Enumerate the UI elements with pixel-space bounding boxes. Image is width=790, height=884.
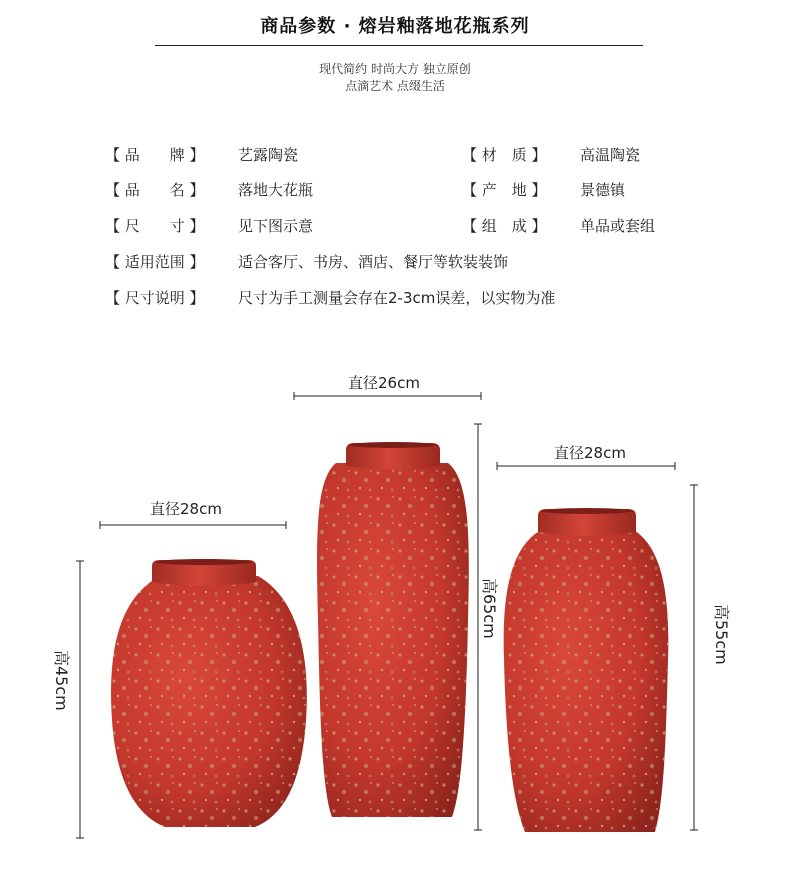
vase-right xyxy=(504,508,669,832)
spec-label-brand: 【 品 牌 】 xyxy=(105,146,205,164)
spec-value-brand: 艺露陶瓷 xyxy=(238,146,299,164)
vase-left xyxy=(111,559,307,827)
spec-label-material: 【 材 质 】 xyxy=(462,146,547,164)
spec-value-material: 高温陶瓷 xyxy=(580,146,641,164)
spec-value-usage: 适合客厅、书房、酒店、餐厅等软装装饰 xyxy=(238,253,509,271)
spec-label-note: 【 尺寸说明 】 xyxy=(105,289,205,307)
spec-value-name: 落地大花瓶 xyxy=(238,181,314,199)
middle-diameter-label: 直径26cm xyxy=(348,374,420,392)
left-height-label: 高45cm xyxy=(52,650,71,711)
spec-value-size: 见下图示意 xyxy=(238,217,314,235)
middle-height-label: 高65cm xyxy=(480,578,499,639)
subtitle-line-2: 点滴艺术 点缀生活 xyxy=(345,79,445,93)
right-diameter-label: 直径28cm xyxy=(554,444,626,462)
page-title: 商品参数 · 熔岩釉落地花瓶系列 xyxy=(260,16,530,37)
right-height-label: 高55cm xyxy=(712,604,731,665)
vase-middle xyxy=(317,442,469,817)
subtitle-line-1: 现代简约 时尚大方 独立原创 xyxy=(319,62,471,76)
spec-value-set: 单品或套组 xyxy=(580,217,656,235)
spec-value-origin: 景德镇 xyxy=(580,181,626,199)
spec-label-set: 【 组 成 】 xyxy=(462,217,547,235)
spec-label-name: 【 品 名 】 xyxy=(105,181,205,199)
spec-label-usage: 【 适用范围 】 xyxy=(105,253,205,271)
spec-label-size: 【 尺 寸 】 xyxy=(105,217,205,235)
spec-label-origin: 【 产 地 】 xyxy=(462,181,547,199)
spec-value-note: 尺寸为手工测量会存在2-3cm误差，以实物为准 xyxy=(238,289,556,307)
left-diameter-label: 直径28cm xyxy=(150,500,222,518)
